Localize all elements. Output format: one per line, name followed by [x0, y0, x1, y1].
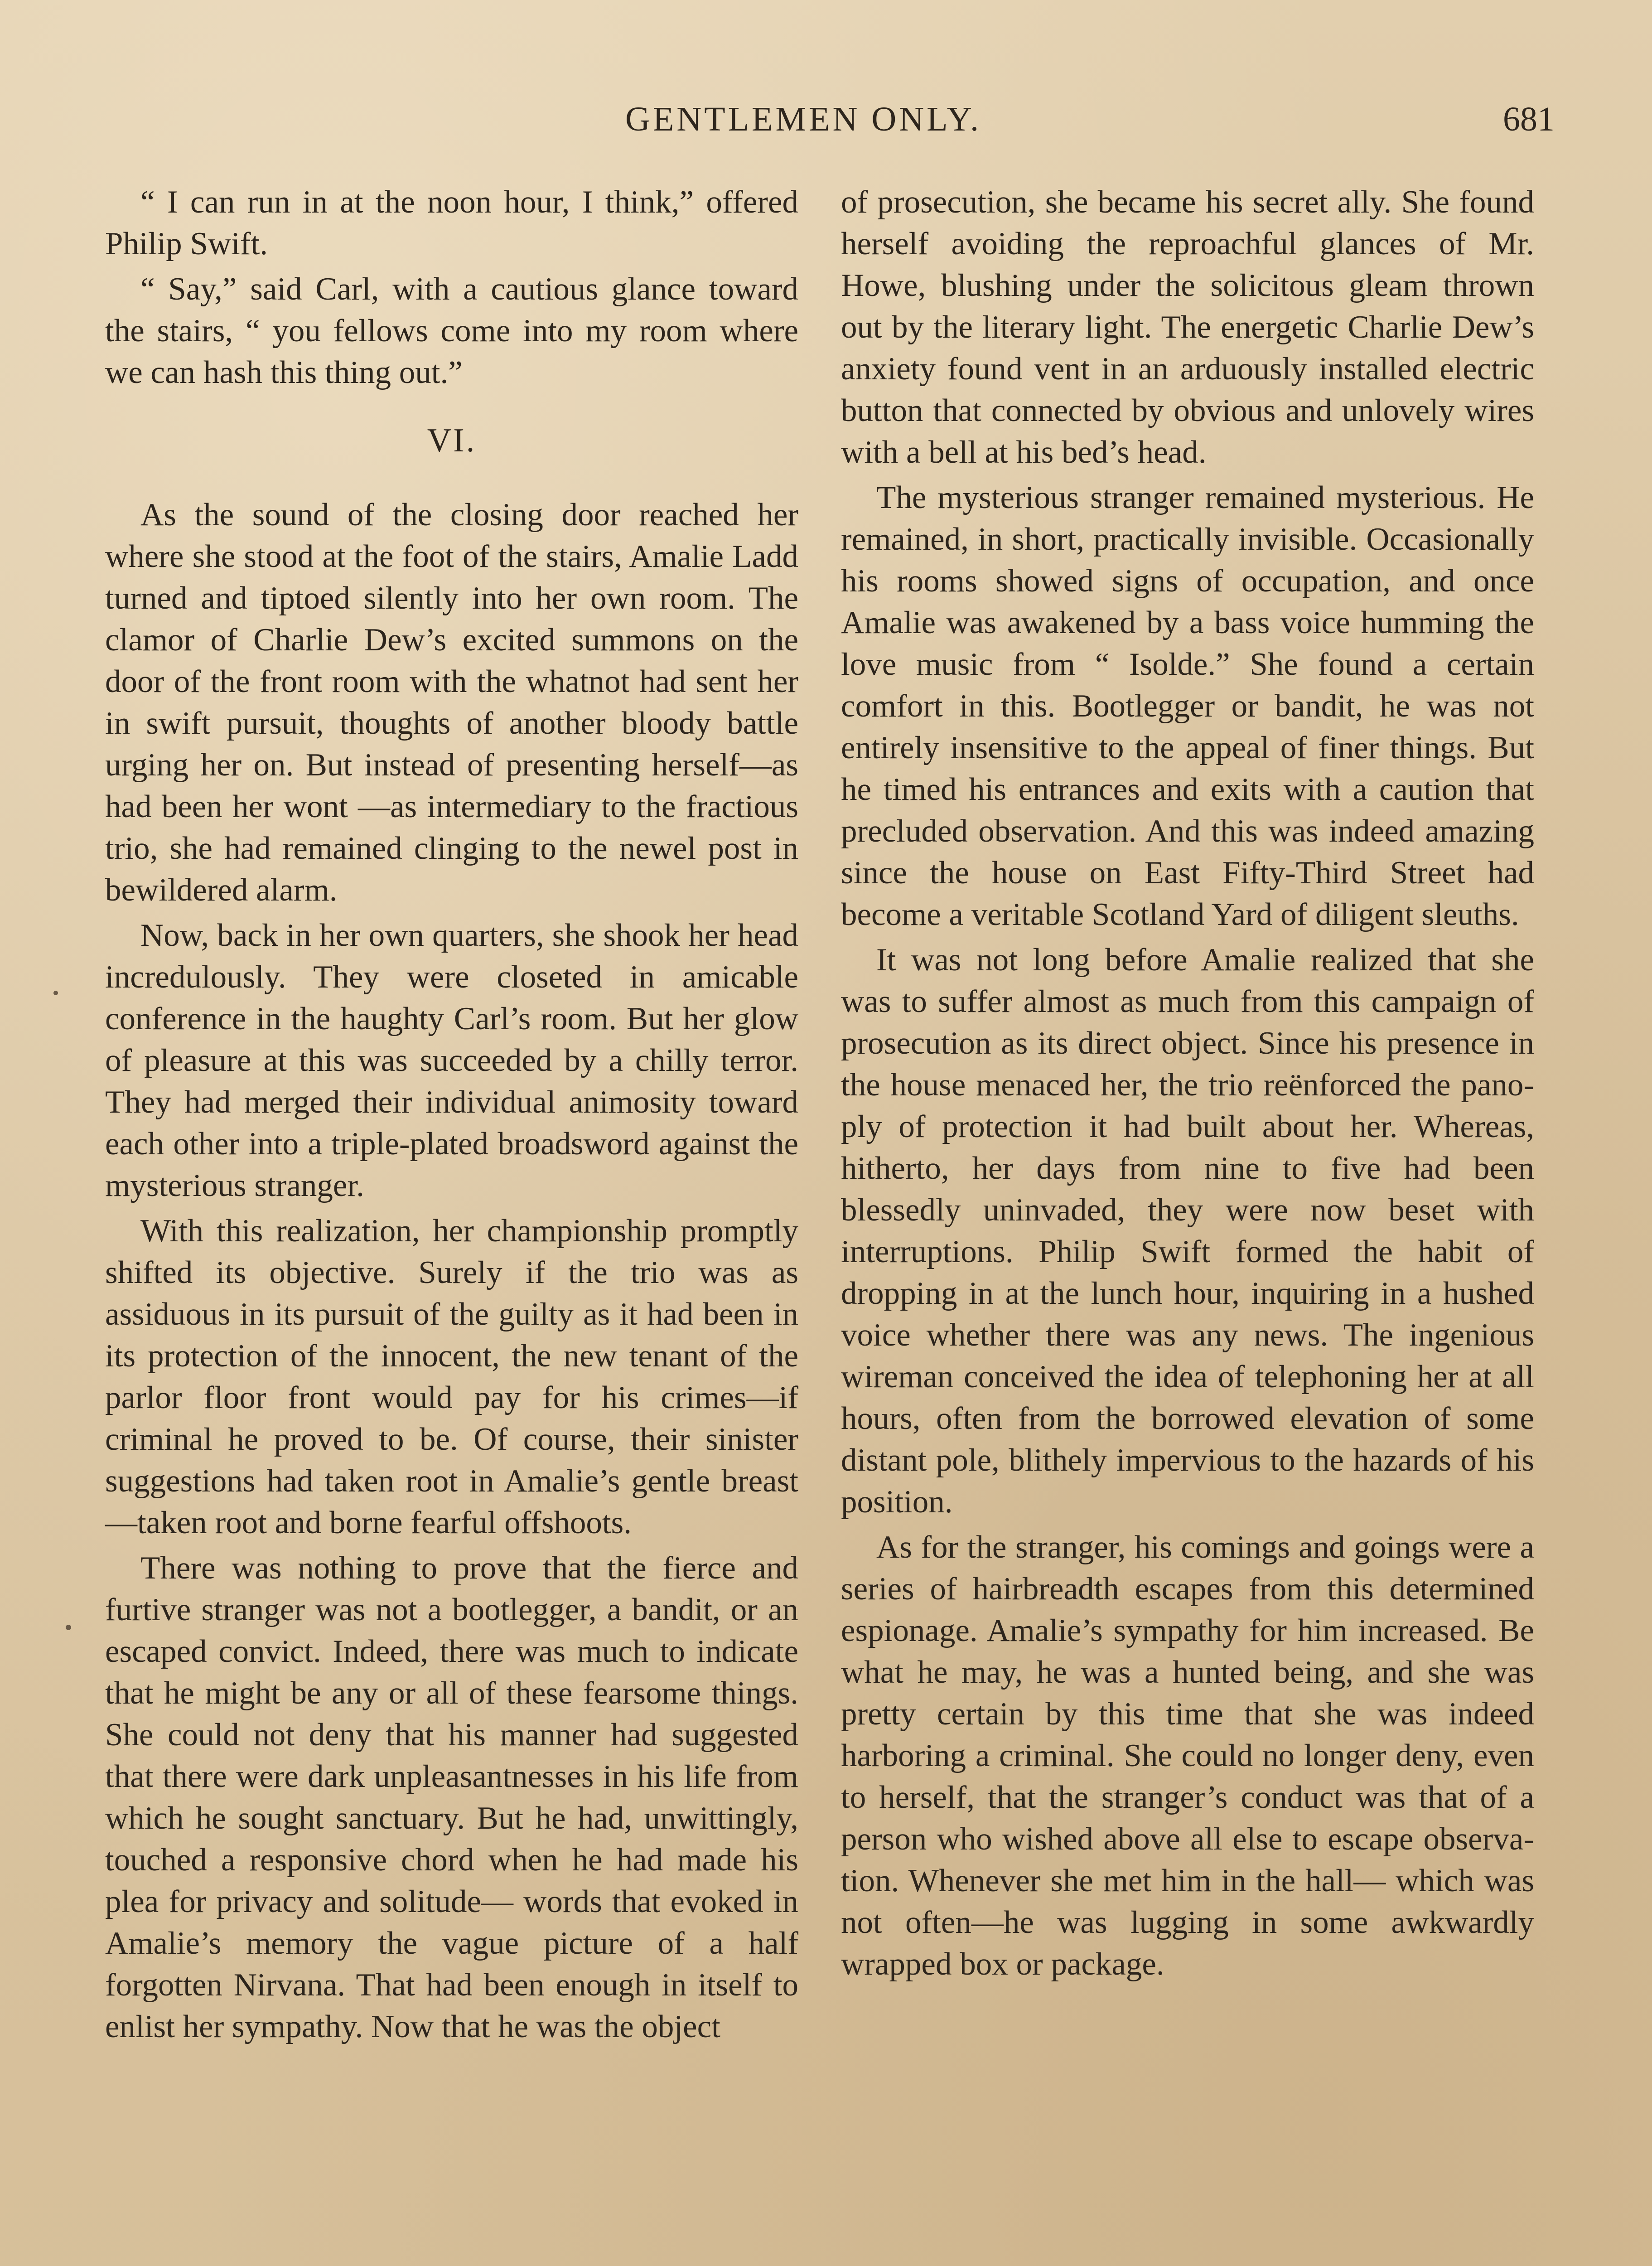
section-heading: VI. — [427, 422, 477, 459]
ink-spot — [53, 991, 58, 995]
paragraph: The mysterious stranger remained mysterious. He remained, in short, practically invisible. Occasionally his rooms showed signs of occupation, and once Amalie was awakened by a bass voice humming the love music from “ Isolde.” She found a certain comfort in this. Bootlegger or bandit, he was not entirely insensitive to the appeal of finer things. But he timed his entrances and exits with a caution that precluded observation. And this was indeed amazing since the house on East Fifty-Third Street had become a veritable Scotland Yard of diligent sleuths. — [841, 480, 1534, 932]
paragraph: There was nothing to prove that the fierce and furtive stranger was not a bootlegger, a bandit, or an escaped convict. Indeed, there was much to indicate that he might be any or all of these fearsome things. She could not deny that his manner had suggested that there were dark unpleasantnesses in his life from which he sought sanctuary. But he had, unwittingly, touched a responsive chord when he had made his plea for privacy and solitude— words that evoked in Amalie’s memory the vague picture of a half forgotten Nirvana. That had been enough in itself to enlist her sympathy. Now that he was the object — [105, 1550, 798, 2044]
paragraph: Now, back in her own quarters, she shook her head incredulously. They were closeted in amicable conference in the haughty Carl’s room. But her glow of pleasure at this was succeeded by a chilly terror. They had merged their individual animosity toward each other into a triple-plated broadsword against the mysterious stranger. — [105, 918, 798, 1203]
paragraph: “ Say,” said Carl, with a cautious glance toward the stairs, “ you fellows come into my room where we can hash this thing out.” — [105, 271, 798, 390]
paragraph: With this realization, her championship promptly shifted its objective. Surely if the trio was as assiduous in its pursuit of the guilty as it had been in its protection of the innocent, the new tenant of the parlor floor front would pay for his crimes—if criminal he proved to be. Of course, their sinister suggestions had taken root in Amalie’s gentle breast—taken root and borne fearful offshoots. — [105, 1213, 798, 1540]
page-header — [0, 100, 1652, 154]
paragraph: It was not long before Amalie realized that she was to suffer almost as much from this campaign of prosecution as its direct object. Since his presence in the house menaced her, the trio reënforced the panoply of protection it had built about her. Whereas, hitherto, her days from nine to five had been blessedly uninvaded, they were now beset with interruptions. Philip Swift formed the habit of dropping in at the lunch hour, inquiring in a hushed voice whether there was any news. The ingenious wireman conceived the idea of telephoning her at all hours, often from the borrowed elevation of some distant pole, blithely impervious to the hazards of his position. — [841, 942, 1534, 1520]
paragraph: As the sound of the closing door reached her where she stood at the foot of the stairs, Amalie Ladd turned and tiptoed silently into her own room. The clamor of Charlie Dew’s excited summons on the door of the front room with the whatnot had sent her in swift pursuit, thoughts of another bloody battle urging her on. But instead of presenting herself—as had been her wont —as intermediary to the fractious trio, she had remained clinging to the newel post in bewildered alarm. — [105, 497, 798, 908]
paragraph: “ I can run in at the noon hour, I think,” offered Philip Swift. — [105, 184, 798, 261]
ink-spot — [66, 1625, 71, 1630]
right-column — [841, 181, 1534, 1989]
paragraph: As for the stranger, his comings and goings were a series of hairbreadth escapes from this determined espionage. Amalie’s sympathy for him increased. Be what he may, he was a hunted being, and she was pretty certain by this time that she was indeed harboring a criminal. She could no longer deny, even to herself, that the stranger’s conduct was that of a person who wished above all else to escape observation. Whenever she met him in the hall— which was not often—he was lugging in some awkwardly wrapped box or package. — [841, 1530, 1534, 1982]
paragraph-continuation: of prosecution, she became his secret ally. She found herself avoiding the reproachful glances of Mr. Howe, blushing under the solicitous gleam thrown out by the literary light. The energetic Charlie Dew’s anxiety found vent in an arduously installed electric button that connected by obvious and unlovely wires with a bell at his bed’s head. — [841, 184, 1534, 470]
left-column — [105, 181, 798, 2051]
page-number: 681 — [1503, 100, 1555, 138]
running-title: GENTLEMEN ONLY. — [625, 100, 982, 138]
